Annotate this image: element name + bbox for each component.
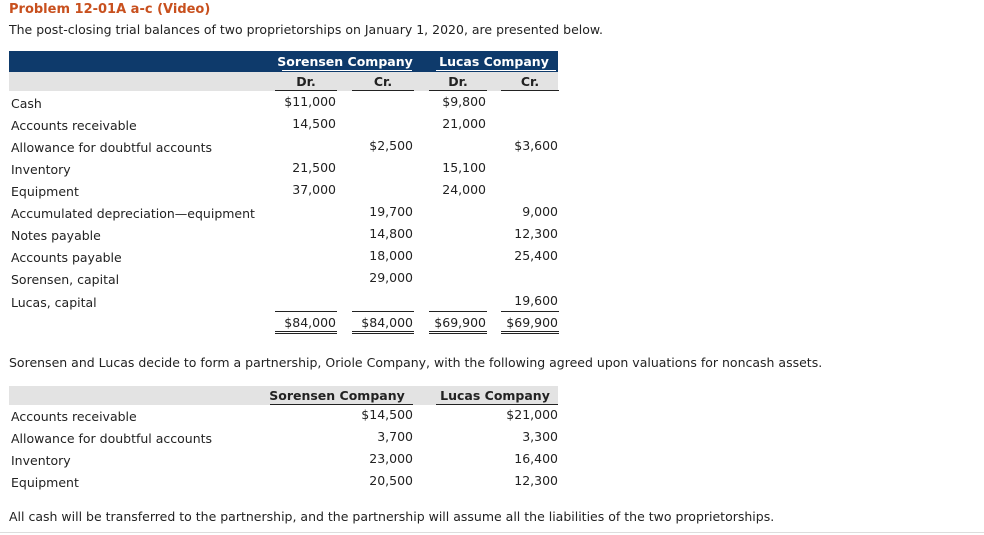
total-lucas-cr: $69,900 xyxy=(506,315,558,330)
valuation-sorensen-header: Sorensen Company xyxy=(269,388,405,403)
valuation-label: Equipment xyxy=(11,475,79,490)
intro-text: The post-closing trial balances of two proprietorships on January 1, 2020, are presented below. xyxy=(9,22,603,37)
amount-lucas-cr: 12,300 xyxy=(514,226,558,241)
account-label: Accounts payable xyxy=(11,250,122,265)
valuation-lucas-value: 3,300 xyxy=(522,429,558,444)
account-label: Accumulated depreciation—equipment xyxy=(11,206,255,221)
account-label: Cash xyxy=(11,96,42,111)
amount-sorensen-cr: 19,700 xyxy=(369,204,413,219)
sorensen-company-header: Sorensen Company xyxy=(277,54,413,69)
valuation-lucas-value: $21,000 xyxy=(506,407,558,422)
amount-sorensen-dr: 21,500 xyxy=(292,160,336,175)
valuation-sorensen-value: 3,700 xyxy=(377,429,413,444)
amount-lucas-dr: 21,000 xyxy=(442,116,486,131)
amount-lucas-dr: 24,000 xyxy=(442,182,486,197)
amount-sorensen-dr: $11,000 xyxy=(284,94,336,109)
amount-lucas-dr: $9,800 xyxy=(442,94,486,109)
sorensen-cr-header: Cr. xyxy=(373,74,393,89)
account-label: Lucas, capital xyxy=(11,295,97,310)
valuation-sorensen-value: 23,000 xyxy=(369,451,413,466)
account-label: Accounts receivable xyxy=(11,118,137,133)
amount-sorensen-dr: 14,500 xyxy=(292,116,336,131)
valuation-sorensen-value: $14,500 xyxy=(361,407,413,422)
valuation-label: Allowance for doubtful accounts xyxy=(11,431,213,446)
partnership-text: Sorensen and Lucas decide to form a partnership, Oriole Company, with the following agreed upon valuations for noncash assets. xyxy=(9,355,823,370)
amount-sorensen-cr: 14,800 xyxy=(369,226,413,241)
account-label: Sorensen, capital xyxy=(11,272,120,287)
total-sorensen-dr: $84,000 xyxy=(284,315,336,330)
amount-sorensen-dr: 37,000 xyxy=(292,182,336,197)
problem-title: Problem 12-01A a-c (Video) xyxy=(9,2,211,17)
amount-lucas-cr: 25,400 xyxy=(514,248,558,263)
amount-lucas-cr: 19,600 xyxy=(514,293,558,308)
amount-sorensen-cr: 29,000 xyxy=(369,270,413,285)
lucas-dr-header: Dr. xyxy=(448,74,468,89)
amount-sorensen-cr: 18,000 xyxy=(369,248,413,263)
lucas-cr-header: Cr. xyxy=(520,74,540,89)
valuation-lucas-value: 12,300 xyxy=(514,473,558,488)
amount-lucas-cr: 9,000 xyxy=(522,204,558,219)
amount-lucas-dr: 15,100 xyxy=(442,160,486,175)
valuation-lucas-header: Lucas Company xyxy=(440,388,550,403)
amount-sorensen-cr: $2,500 xyxy=(369,138,413,153)
lucas-company-header: Lucas Company xyxy=(439,54,549,69)
valuation-sorensen-value: 20,500 xyxy=(369,473,413,488)
footer-text: All cash will be transferred to the partnership, and the partnership will assume all the liabilities of the two proprietorships. xyxy=(9,509,775,524)
account-label: Equipment xyxy=(11,184,79,199)
valuation-label: Inventory xyxy=(11,453,71,468)
amount-lucas-cr: $3,600 xyxy=(514,138,558,153)
valuation-lucas-value: 16,400 xyxy=(514,451,558,466)
total-sorensen-cr: $84,000 xyxy=(361,315,413,330)
total-lucas-dr: $69,900 xyxy=(434,315,486,330)
valuation-label: Accounts receivable xyxy=(11,409,137,424)
sorensen-dr-header: Dr. xyxy=(296,74,316,89)
account-label: Inventory xyxy=(11,162,71,177)
account-label: Allowance for doubtful accounts xyxy=(11,140,213,155)
account-label: Notes payable xyxy=(11,228,101,243)
